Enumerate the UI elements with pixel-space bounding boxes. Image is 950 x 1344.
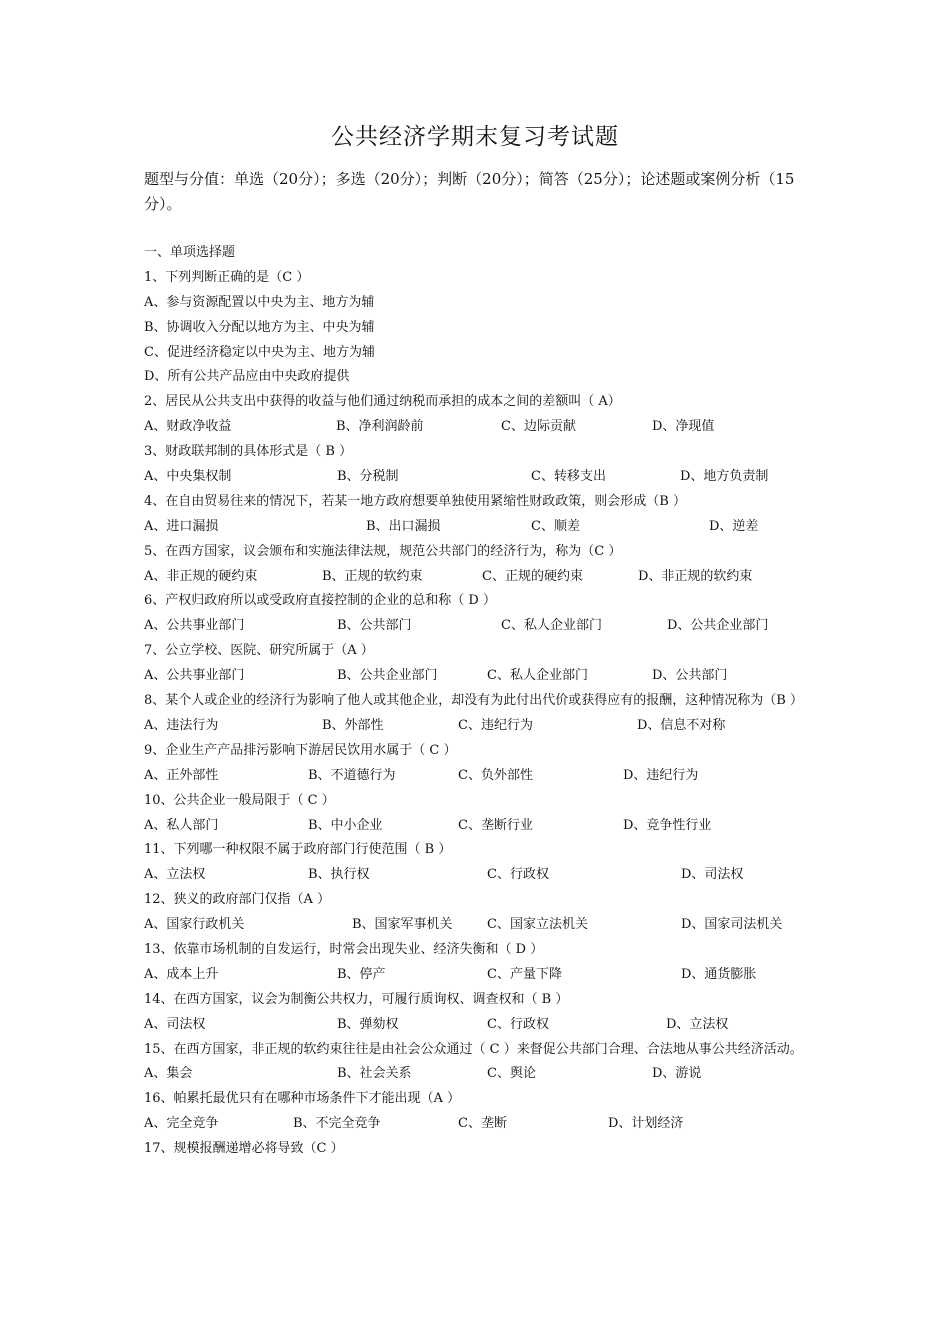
answer-option: A、财政净收益: [144, 419, 232, 435]
question-text: 17、规模报酬递增必将导致（C ）: [144, 1141, 344, 1157]
question-text: 5、在西方国家，议会颁布和实施法律法规，规范公共部门的经济行为，称为（C ）: [144, 543, 622, 559]
answer-option: D、违纪行为: [623, 767, 699, 783]
answer-option: A、集会: [144, 1066, 193, 1082]
answer-option: B、国家军事机关: [352, 917, 453, 933]
question-text: 9、企业生产产品排污影响下游居民饮用水属于（ C ）: [144, 742, 457, 758]
question-text: 11、下列哪一种权限不属于政府部门行使范围（ B ）: [144, 842, 452, 858]
answer-option: C、私人企业部门: [501, 618, 602, 634]
answer-option: C、行政权: [487, 867, 549, 883]
answer-option: C、正规的硬约束: [482, 568, 583, 584]
answer-option: D、逆差: [709, 518, 759, 534]
answer-options-row: [144, 1062, 814, 1087]
answer-option: D、司法权: [681, 867, 744, 883]
answer-option: D、公共部门: [652, 668, 728, 684]
answer-option: C、促进经济稳定以中央为主、地方为辅: [144, 344, 375, 360]
answer-option: A、国家行政机关: [144, 917, 245, 933]
answer-option: C、转移支出: [531, 469, 606, 485]
answer-options-row: [144, 913, 814, 938]
answer-option: C、违纪行为: [458, 717, 533, 733]
question-text: 15、在西方国家，非正规的软约束往往是由社会公众通过（ C ）来督促公共部门合理、合法地从事公共经济活动。: [144, 1041, 803, 1057]
answer-options-row: [144, 1112, 814, 1137]
questions-container: [144, 266, 814, 1162]
answer-option: C、舆论: [487, 1066, 536, 1082]
answer-option: B、协调收入分配以地方为主、中央为辅: [144, 319, 375, 335]
question-text: 6、产权归政府所以或受政府直接控制的企业的总和称（ D ）: [144, 593, 496, 609]
question-list: [144, 241, 814, 1162]
answer-option: B、净利润龄前: [336, 419, 424, 435]
answer-option: B、外部性: [322, 717, 384, 733]
question-text: 10、公共企业一般局限于（ C ）: [144, 792, 335, 808]
answer-option: B、社会关系: [337, 1066, 412, 1082]
answer-option: B、不道德行为: [308, 767, 396, 783]
answer-option: B、正规的软约束: [322, 568, 423, 584]
answer-option: C、产量下降: [487, 966, 562, 982]
answer-options-row: [144, 963, 814, 988]
answer-option: B、弹劾权: [337, 1016, 399, 1032]
question-text: 7、公立学校、医院、研究所属于（A ）: [144, 643, 374, 659]
answer-options-row: [144, 814, 814, 839]
answer-option: D、所有公共产品应由中央政府提供: [144, 369, 350, 385]
question-text: 4、在自由贸易往来的情况下，若某一地方政府想要单独使用紧缩性财政政策，则会形成（B ）: [144, 493, 686, 509]
answer-option: A、私人部门: [144, 817, 219, 833]
question-text: 2、居民从公共支出中获得的收益与他们通过纳税而承担的成本之间的差额叫（ A）: [144, 394, 621, 410]
answer-option: C、垄断行业: [458, 817, 533, 833]
answer-options-row: [144, 863, 814, 888]
answer-option: C、边际贡献: [501, 419, 576, 435]
answer-option: D、计划经济: [608, 1116, 684, 1132]
answer-option: C、行政权: [487, 1016, 549, 1032]
answer-options-row: [144, 1013, 814, 1038]
answer-option: D、竞争性行业: [623, 817, 712, 833]
answer-option: C、国家立法机关: [487, 917, 588, 933]
question-text: 14、在西方国家，议会为制衡公共权力，可履行质询权、调查权和（ B ）: [144, 991, 569, 1007]
answer-options-row: [144, 664, 814, 689]
answer-option: C、私人企业部门: [487, 668, 588, 684]
question-text: 13、依靠市场机制的自发运行，时常会出现失业、经济失衡和（ D ）: [144, 941, 544, 957]
question-text: 16、帕累托最优只有在哪种市场条件下才能出现（A ）: [144, 1091, 461, 1107]
document-title: 公共经济学期末复习考试题: [331, 124, 619, 150]
answer-option: A、成本上升: [144, 966, 219, 982]
answer-options-row: [144, 415, 814, 440]
answer-option: D、非正规的软约束: [638, 568, 753, 584]
answer-option: D、通货膨胀: [681, 966, 757, 982]
exam-format-note: 题型与分值：单选（20分）；多选（20分）；判断（20分）；简答（25分）；论述题或案例分析（15分）。: [144, 170, 795, 213]
answer-option: A、完全竞争: [144, 1116, 219, 1132]
answer-option: A、立法权: [144, 867, 206, 883]
answer-options-row: [144, 764, 814, 789]
answer-option: C、负外部性: [458, 767, 533, 783]
answer-option: B、公共企业部门: [337, 668, 438, 684]
answer-option: A、非正规的硬约束: [144, 568, 258, 584]
answer-options-row: [144, 515, 814, 540]
answer-options-row: [144, 714, 814, 739]
answer-option: A、公共事业部门: [144, 618, 245, 634]
answer-option: B、中小企业: [308, 817, 383, 833]
answer-options-row: [144, 465, 814, 490]
question-text: 12、狭义的政府部门仅指（A ）: [144, 892, 331, 908]
answer-option: D、公共企业部门: [667, 618, 769, 634]
answer-option: A、司法权: [144, 1016, 206, 1032]
answer-option: D、游说: [652, 1066, 702, 1082]
answer-option: D、地方负责制: [680, 469, 769, 485]
question-text: 1、下列判断正确的是（C ）: [144, 269, 310, 285]
answer-option: B、停产: [337, 966, 386, 982]
answer-option: C、垄断: [458, 1116, 507, 1132]
answer-option: D、立法权: [666, 1016, 729, 1032]
answer-option: B、不完全竞争: [293, 1116, 381, 1132]
answer-option: B、执行权: [308, 867, 370, 883]
section-heading: 一、单项选择题: [144, 245, 236, 260]
answer-option: B、分税制: [337, 469, 399, 485]
answer-option: B、出口漏损: [366, 518, 441, 534]
answer-option: D、国家司法机关: [681, 917, 783, 933]
answer-option: A、违法行为: [144, 717, 219, 733]
answer-option: D、信息不对称: [637, 717, 726, 733]
answer-option: D、净现值: [652, 419, 715, 435]
question-text: 3、财政联邦制的具体形式是（ B ）: [144, 444, 353, 460]
answer-options-row: [144, 614, 814, 639]
answer-options-row: [144, 565, 814, 590]
answer-option: B、公共部门: [337, 618, 412, 634]
answer-option: A、正外部性: [144, 767, 219, 783]
answer-option: A、中央集权制: [144, 469, 232, 485]
question-text: 8、某个人或企业的经济行为影响了他人或其他企业，却没有为此付出代价或获得应有的报酬，这种情况称为（B ）: [144, 693, 803, 709]
answer-option: A、公共事业部门: [144, 668, 245, 684]
answer-option: A、进口漏损: [144, 518, 219, 534]
answer-option: C、顺差: [531, 518, 580, 534]
answer-option: A、参与资源配置以中央为主、地方为辅: [144, 294, 375, 310]
